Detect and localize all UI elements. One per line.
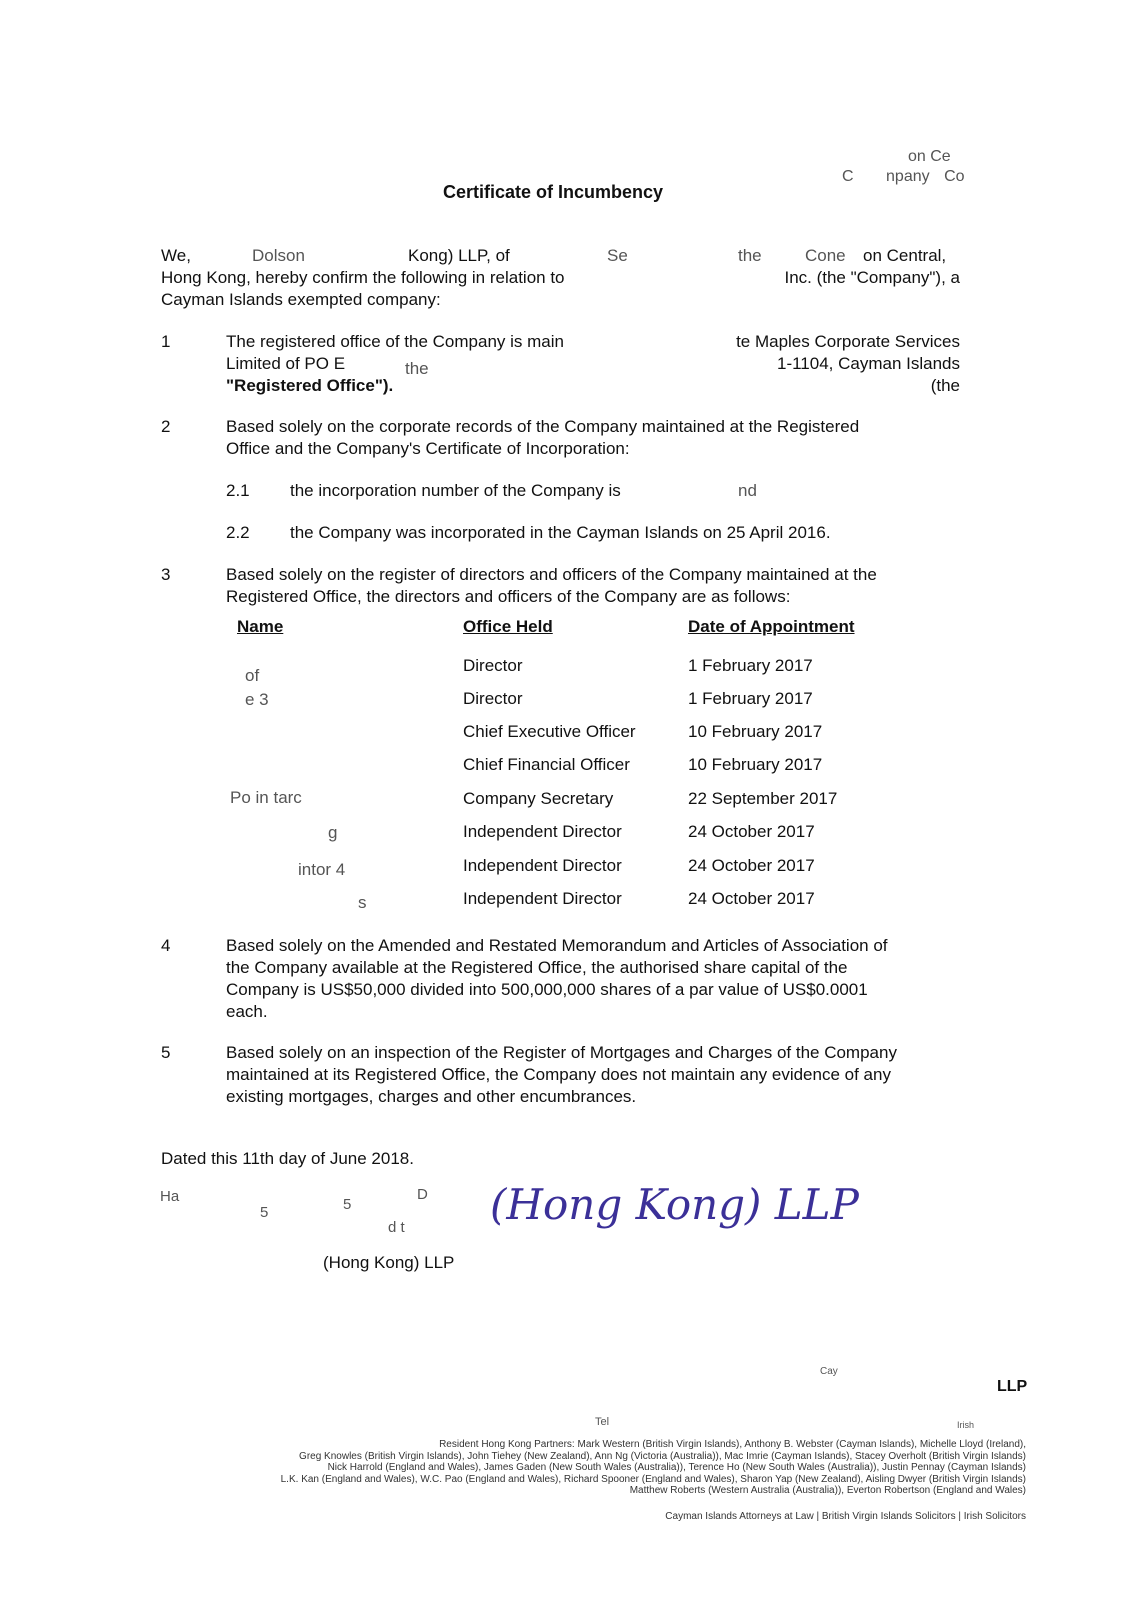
table-row-7-name: intor 4 [298, 860, 346, 879]
subitem-2-1-text: the incorporation number of the Company is [290, 481, 621, 500]
table-row-1-date: 1 February 2017 [688, 656, 813, 675]
footer-partners-line-1: Resident Hong Kong Partners: Mark Western (British Virgin Islands), Anthony B. Webster (Cayman Islands), Michelle Lloyd (Ireland), [439, 1439, 1026, 1450]
intro-line-3: Cayman Islands exempted company: [161, 290, 441, 309]
table-row-2-date: 1 February 2017 [688, 689, 813, 708]
item-5-line-2: maintained at its Registered Office, the Company does not maintain any evidence of any [226, 1065, 891, 1084]
footer-llp-mark: LLP [997, 1378, 1028, 1395]
footer-partners [200, 1439, 1026, 1497]
subitem-2-1-number: 2.1 [226, 481, 250, 500]
table-row-6-date: 24 October 2017 [688, 822, 815, 841]
signature-scrap-5: d t [388, 1219, 405, 1236]
signatory-name: (Hong Kong) LLP [323, 1253, 455, 1272]
table-row-1-office: Director [463, 656, 523, 675]
table-row-6-name: g [328, 823, 338, 842]
intro-line-2a: Hong Kong, hereby confirm the following in relation to [161, 268, 565, 287]
table-row-4-date: 10 February 2017 [688, 755, 823, 774]
footer-irish: Irish [957, 1420, 975, 1430]
table-row-4-office: Chief Financial Officer [463, 755, 630, 774]
table-row-5-date: 22 September 2017 [688, 789, 838, 808]
table-header-name: Name [237, 617, 284, 636]
corner-line-2c: Co [944, 168, 965, 185]
item-5-line-1: Based solely on an inspection of the Register of Mortgages and Charges of the Company [226, 1043, 897, 1062]
signature-scrap-1: Ha [160, 1188, 180, 1205]
handwritten-signature: (Hong Kong) LLP [490, 1180, 859, 1229]
table-row-5-office: Company Secretary [463, 789, 614, 808]
table-row-2-office: Director [463, 689, 523, 708]
item-3-number: 3 [161, 565, 171, 584]
item-1-line-2a: Limited of PO E [226, 354, 346, 373]
signature-scrap-3: 5 [343, 1196, 352, 1213]
subitem-2-2-number: 2.2 [226, 523, 250, 542]
item-1-line-1b: te Maples Corporate Services [736, 332, 960, 351]
footer-tel: Tel [595, 1416, 610, 1428]
item-1-line-2b: the [405, 359, 429, 378]
subitem-2-1-tail: nd [738, 481, 757, 500]
item-1-line-2c: 1-1104, Cayman Islands (the [776, 354, 960, 395]
intro-line-1d: Se [607, 246, 628, 265]
item-1-line-1a: The registered office of the Company is main [226, 332, 564, 351]
table-row-5-name: Po in tarc [230, 788, 302, 807]
item-4-number: 4 [161, 936, 171, 955]
table-row-8-date: 24 October 2017 [688, 889, 815, 908]
subitem-2-2-text: the Company was incorporated in the Cayman Islands on 25 April 2016. [290, 523, 831, 542]
item-2-line-1: Based solely on the corporate records of the Company maintained at the Registered [226, 417, 860, 436]
item-2-line-2: Office and the Company's Certificate of Incorporation: [226, 439, 630, 458]
table-row-7-office: Independent Director [463, 856, 622, 875]
document-title: Certificate of Incumbency [443, 182, 664, 202]
table-row-8-name: s [358, 893, 367, 912]
footer-partners-line-4: L.K. Kan (England and Wales), W.C. Pao (England and Wales), Richard Spooner (England and Wales), Sharon Yap (New Zealand), Aisling Dwyer (British Virgin Islands) [280, 1473, 1026, 1485]
item-4-line-1: Based solely on the Amended and Restated Memorandum and Articles of Association of [226, 936, 888, 955]
table-row-8-office: Independent Director [463, 889, 622, 908]
intro-line-1g: on Central, [863, 246, 947, 265]
corner-line-2a: C [842, 168, 854, 185]
table-row-6-office: Independent Director [463, 822, 622, 841]
intro-line-2b: Inc. (the "Company"), a [784, 268, 960, 287]
intro-line-1b: Dolson [252, 246, 305, 265]
intro-line-1f: Cone [805, 246, 846, 265]
table-header-date: Date of Appointment [688, 617, 855, 636]
corner-letterhead [842, 148, 965, 186]
footer-cay: Cay [820, 1366, 838, 1377]
intro-line-1c: Kong) LLP, of [408, 246, 510, 265]
item-2-number: 2 [161, 417, 171, 436]
item-1-number: 1 [161, 332, 171, 351]
item-4-line-3: Company is US$50,000 divided into 500,000,000 shares of a par value of US$0.0001 [226, 980, 868, 999]
item-5-line-3: existing mortgages, charges and other encumbrances. [226, 1087, 637, 1106]
footer-partners-line-3: Nick Harrold (England and Wales), James Gaden (New South Wales (Australia)), Terence Ho (New South Wales (Australia)), Justin Pennay (Cayman Islands) [327, 1462, 1026, 1473]
footer-partners-line-2: Greg Knowles (British Virgin Islands), John Tiehey (New Zealand), Ann Ng (Victoria (Australia)), Mac Imrie (Cayman Islands), Stacey Overholt (British Virgin Islands) [299, 1450, 1026, 1462]
table-header-office: Office Held [463, 617, 553, 636]
footer-tagline: Cayman Islands Attorneys at Law | British Virgin Islands Solicitors | Irish Solicitors [665, 1511, 1026, 1522]
item-3-line-1: Based solely on the register of directors and officers of the Company maintained at the [226, 565, 877, 584]
table-row-3-office: Chief Executive Officer [463, 722, 636, 741]
item-3-line-2: Registered Office, the directors and officers of the Company are as follows: [226, 587, 791, 606]
corner-line-2b: npany [886, 168, 930, 185]
table-row-7-date: 24 October 2017 [688, 856, 815, 875]
footer-partners-line-5: Matthew Roberts (Western Australia (Australia)), Everton Robertson (England and Wales) [629, 1485, 1026, 1496]
item-4-line-2: the Company available at the Registered Office, the authorised share capital of the [226, 958, 848, 977]
table-row-3-date: 10 February 2017 [688, 722, 823, 741]
item-1-line-3: "Registered Office"). [226, 376, 394, 395]
signature-scrap-2: 5 [260, 1204, 269, 1221]
item-5-number: 5 [161, 1043, 171, 1062]
table-row-2-name: e 3 [245, 690, 269, 709]
dated-line: Dated this 11th day of June 2018. [161, 1149, 414, 1168]
table-row-1-name: of [245, 666, 260, 685]
intro-line-1a: We, [161, 246, 191, 265]
corner-line-1: on Ce [908, 148, 951, 165]
intro-line-1e: the [738, 246, 762, 265]
signature-scrap-4: D [417, 1186, 428, 1203]
item-4-line-4: each. [226, 1002, 268, 1021]
